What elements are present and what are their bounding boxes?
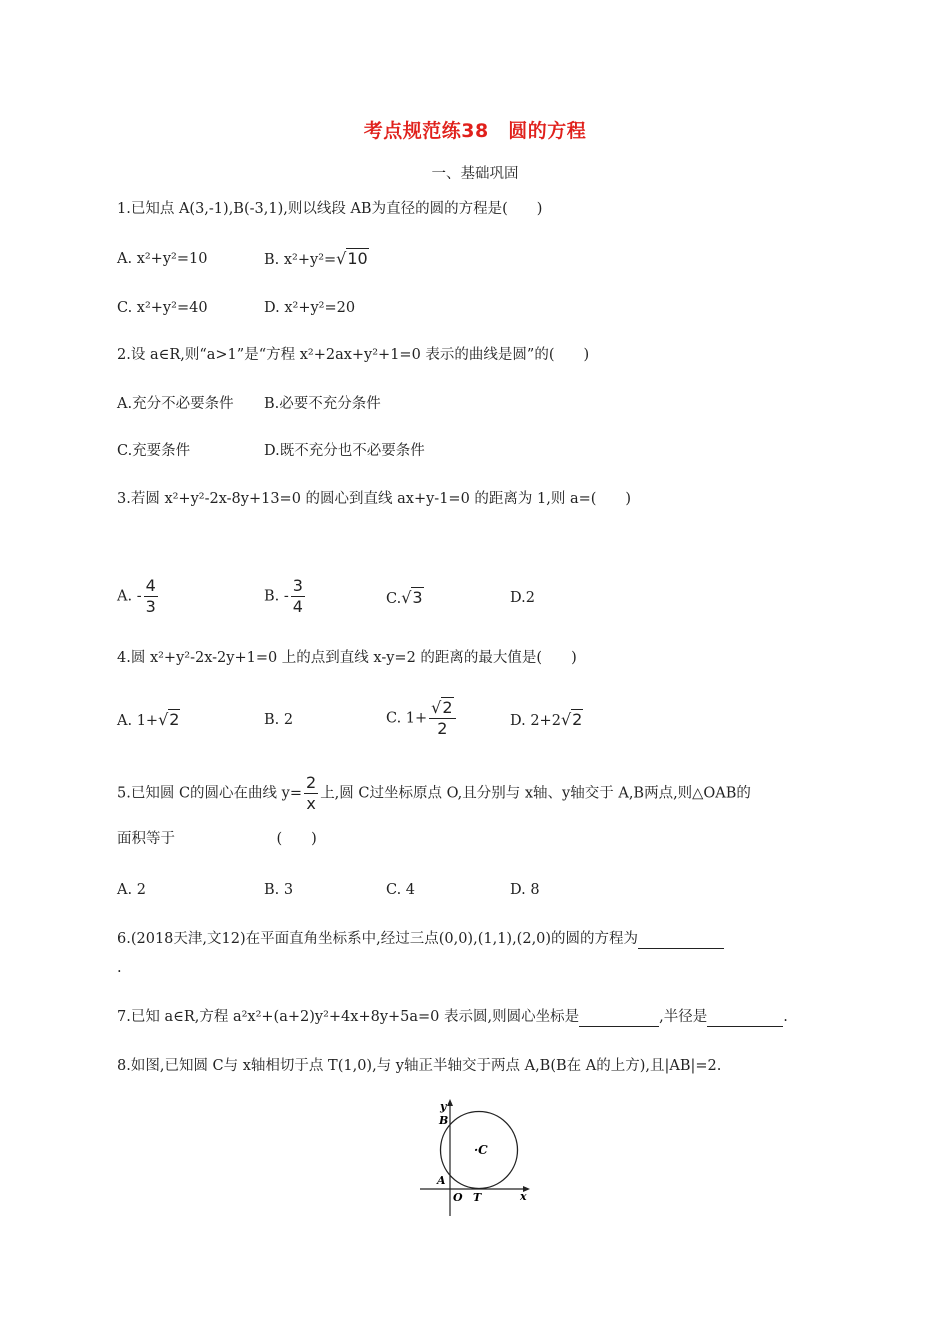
question-4: 4.圆 x²+y²-2x-2y+1=0 上的点到直线 x-y=2 的距离的最大值是( ) [117,650,577,666]
answer-blank-radius [707,1008,783,1027]
label-o: O [453,1191,463,1204]
q2-option-a: A.充分不必要条件 [117,396,234,412]
q4-option-b: B. 2 [264,712,294,728]
q5-option-b: B. 3 [264,882,294,898]
question-1: 1.已知点 A(3,-1),B(-3,1),则以线段 AB为直径的圆的方程是( ) [117,201,543,217]
label-c: ·C [474,1143,488,1157]
label-b: B [439,1114,449,1127]
q4-option-d: D. 2+2√2 [510,710,583,729]
q1-option-b: B. x²+y²=√10 [264,249,368,268]
q3-option-b: B. - $\frac{3}{4}$ [264,576,303,616]
q2-option-c: C.充要条件 [117,443,191,459]
q4-option-a: A. 1+√2 [117,710,180,729]
y-axis-arrow [447,1099,453,1106]
q5-option-d: D. 8 [510,882,540,898]
q1-option-a: A. x²+y²=10 [117,251,208,267]
question-3: 3.若圆 x²+y²-2x-8y+13=0 的圆心到直线 ax+y-1=0 的距离为 1,则 a=( ) [117,491,632,507]
sqrt-symbol: √2 [158,710,180,729]
q3-option-c: C.√3 [386,588,423,607]
page-title: 考点规范练38 圆的方程 [363,120,587,142]
q3-option-a: A. - $\frac{4}{3}$ [117,576,156,616]
question-8: 8.如图,已知圆 C与 x轴相切于点 T(1,0),与 y轴正半轴交于两点 A,B(B在 A的上方),且|AB|=2. [117,1058,722,1074]
q2-option-b: B.必要不充分条件 [264,396,381,412]
section-heading: 一、基础巩固 [431,166,519,182]
q2-option-d: D.既不充分也不必要条件 [264,443,425,459]
q5-option-a: A. 2 [117,882,146,898]
label-x: x [520,1190,527,1203]
fraction: $\frac{3}{4}$ [292,576,303,616]
question-6: 6.(2018天津,文12)在平面直角坐标系中,经过三点(0,0),(1,1),(2,0)的圆的方程为 [117,929,724,949]
label-y: y [440,1100,447,1113]
fraction: $\frac{2}{x}$ [306,773,317,813]
fraction: $\frac{4}{3}$ [145,576,156,616]
question-7: 7.已知 a∈R,方程 a²x²+(a+2)y²+4x+8y+5a=0 表示圆,则圆心坐标是 ,半径是 . [117,1009,788,1025]
fraction: $\frac{√2}{2}$ [429,698,455,739]
sqrt-symbol: √2 [560,710,583,729]
sqrt-symbol: √2 [431,698,453,717]
q4-option-c: C. 1+ $\frac{√2}{2}$ [386,698,458,739]
answer-blank [638,930,724,949]
label-t: T [473,1191,482,1204]
q1-option-d: D. x²+y²=20 [264,300,356,316]
q3-option-d: D.2 [510,590,535,606]
q1-option-c: C. x²+y²=40 [117,300,208,316]
circle-figure [412,1096,534,1220]
sqrt-symbol: √10 [336,249,368,268]
answer-blank-center [579,1008,659,1027]
label-a: A [437,1174,446,1187]
question-2: 2.设 a∈R,则“a>1”是“方程 x²+2ax+y²+1=0 表示的曲线是圆”的( ) [117,347,590,363]
question-5: 5.已知圆 C的圆心在曲线 y= $\frac{2}{x}$ 上,圆 C过坐标原点 O,且分别与 x轴、y轴交于 A,B两点,则△OAB的 [117,773,751,813]
q5-option-c: C. 4 [386,882,416,898]
sqrt-symbol: √3 [401,588,423,607]
question-6-tail: . [117,960,122,976]
question-5-line-2: 面积等于 ( ) [117,831,317,847]
